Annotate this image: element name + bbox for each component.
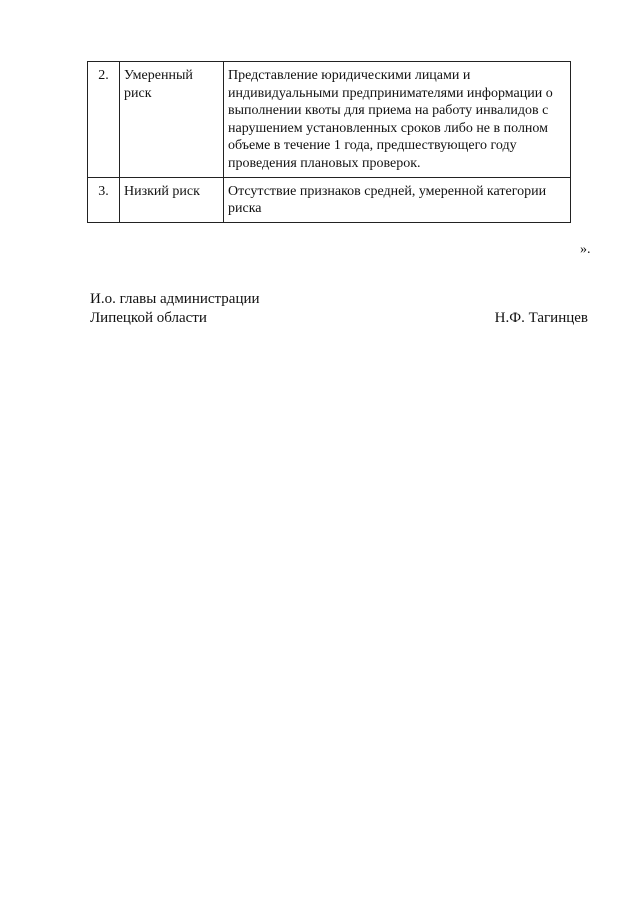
risk-criteria: Представление юридическими лицами и индивидуальными предпринимателями информации о выполнении квоты для приема на работу инвалидов с нарушением установленных сроков либо не в полном объеме в течение 1 года, предшествующего году проведения плановых проверок. [224, 62, 571, 178]
risk-criteria: Отсутствие признаков средней, умеренной категории риска [224, 177, 571, 222]
table-row [88, 177, 571, 222]
risk-level: Умеренный риск [120, 62, 224, 178]
signatory-name: Н.Ф. Тагинцев [494, 310, 588, 326]
risk-level: Низкий риск [120, 177, 224, 222]
row-number: 3. [88, 177, 120, 222]
row-number: 2. [88, 62, 120, 178]
signature-block [90, 290, 588, 328]
closing-quote-mark: ». [580, 242, 591, 257]
risk-category-table [87, 61, 571, 223]
signatory-position-line1: И.о. главы администрации [90, 291, 260, 307]
signatory-position-line2: Липецкой области [90, 310, 207, 326]
table-row [88, 62, 571, 178]
